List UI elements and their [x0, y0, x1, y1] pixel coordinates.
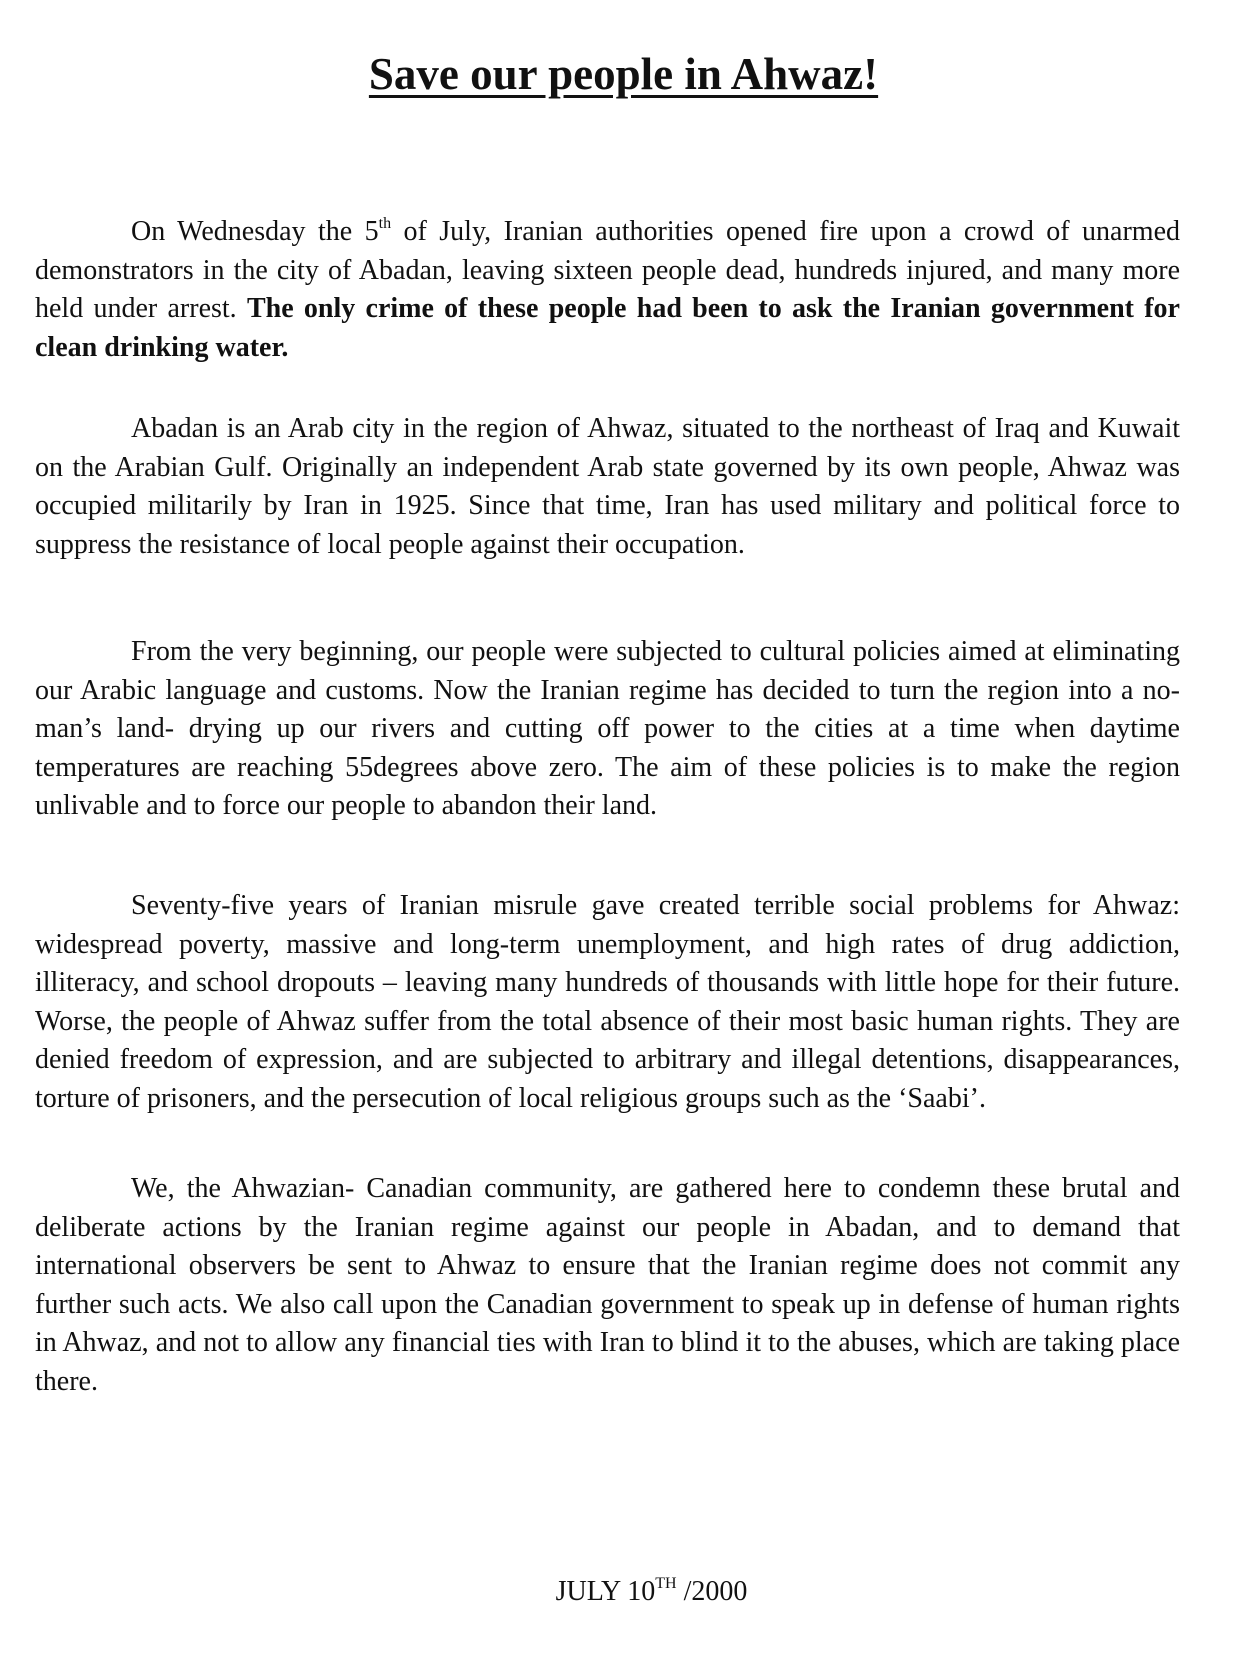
- document-date: [0, 1572, 1247, 1612]
- paragraph-text: Abadan is an Arab city in the region of Ahwaz, situated to the northeast of Iraq and Kuwait on the Arabian Gulf. Originally an independent Arab state governed by its own people, Ahwaz was occupied militarily by Iran in 1925. Since that time, Iran has used military and political force to suppress the resistance of local people against their occupation.: [35, 413, 1180, 560]
- document-title: Save our people in Ahwaz!: [368, 49, 879, 99]
- paragraph-cultural-policies: [35, 633, 1180, 826]
- ordinal-suffix: th: [378, 215, 392, 232]
- paragraph-text: Seventy-five years of Iranian misrule gave created terrible social problems for Ahwaz: widespread poverty, massive and long-term unemployment, and high rates of drug addiction, illiteracy, and school dropouts – leaving many hundreds of thousands with little hope for their future. Worse, the people of Ahwaz suffer from the total absence of their most basic human rights. They are denied freedom of expression, and are subjected to arbitrary and illegal detentions, disappearances, torture of prisoners, and the persecution of local religious groups such as the ‘Saabi’.: [35, 890, 1180, 1114]
- paragraph-text: of July, Iranian authorities opened fire upon a crowd of unarmed demonstrators in the city of Abadan, leaving sixteen people dead, hundreds injured, and many more held under arrest.: [35, 216, 1180, 324]
- date-year: /2000: [676, 1576, 748, 1607]
- paragraph-abadan-shooting: [35, 213, 1180, 367]
- date-ordinal-suffix: TH: [655, 1575, 677, 1592]
- paragraph-misrule: [35, 887, 1180, 1118]
- paragraph-text: On Wednesday the 5: [131, 216, 379, 247]
- paragraph-text: We, the Ahwazian- Canadian community, are gathered here to condemn these brutal and deliberate actions by the Iranian regime against our people in Abadan, and to demand that international observers be sent to Ahwaz to ensure that the Iranian regime does not commit any further such acts. We also call upon the Canadian government to speak up in defense of human rights in Ahwaz, and not to allow any financial ties with Iran to blind it to the abuses, which are taking place there.: [35, 1173, 1180, 1397]
- paragraph-community-demands: [35, 1170, 1180, 1401]
- paragraph-abadan-history: [35, 410, 1180, 564]
- date-wrapper: [556, 1576, 748, 1607]
- date-text: JULY 10: [555, 1576, 656, 1607]
- paragraph-text: From the very beginning, our people were subjected to cultural policies aimed at eliminating our Arabic language and customs. Now the Iranian regime has decided to turn the region into a no-man’s land- drying up our rivers and cutting off power to the cities at a time when daytime temperatures are reaching 55degrees above zero. The aim of these policies is to make the region unlivable and to force our people to abandon their land.: [35, 636, 1180, 821]
- bold-statement: The only crime of these people had been to ask the Iranian government for clean drinking water.: [35, 293, 1180, 363]
